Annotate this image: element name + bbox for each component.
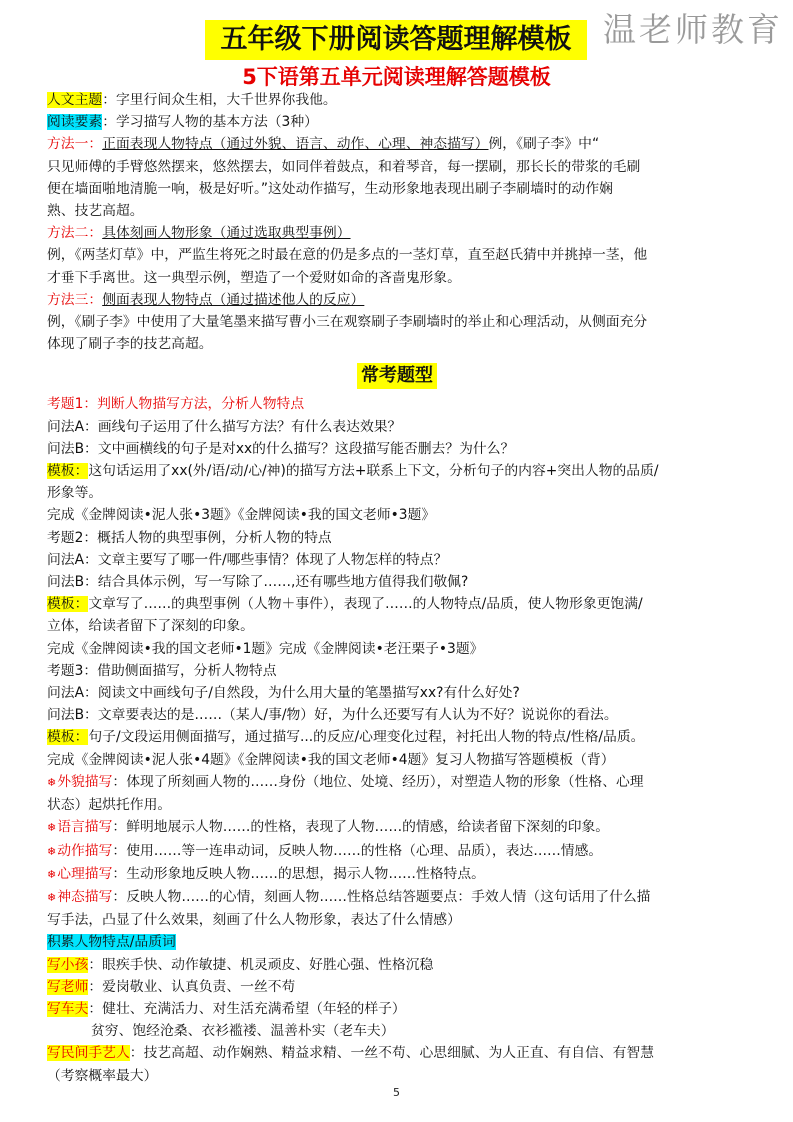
method2-line: 才垂下手离世。这一典型示例，塑造了一个爱财如命的吝啬鬼形象。 [47,269,461,286]
q2-template-label: 模板： [47,596,89,613]
method2-label: 方法二： [47,225,103,242]
trait-label: 写老师 [47,978,89,995]
technique-label: 外貌描写 [57,773,113,790]
method1-head [47,133,747,155]
snowflake-icon: ❄ [47,844,57,858]
technique-text: ：使用……等一连串动词，反映人物……的性格（心理、品质），表达……情感。 [112,842,603,859]
method3-line: 体现了刷子李的技艺高超。 [47,336,213,353]
q2-template-text: 文章写了……的典型事例（人物＋事件），表现了……的人物特点/品质，使人物形象更饱满/ [88,596,643,613]
technique-cont: 状态）起烘托作用。 [47,797,172,814]
method3-head [47,289,747,311]
technique-appearance [47,771,747,794]
method1-line: 只见师傅的手臂悠然摆来，悠然摆去，如同伴着鼓点，和着琴音，每一摆刷，那长长的带浆的毛刷 [47,158,641,175]
trait-label: 写民间手艺人 [47,1045,130,1062]
technique-text: ：鲜明地展示人物……的性格，表现了人物……的情感，给读者留下深刻的印象。 [112,819,610,836]
method3-underline: 侧面表现人物特点（通过描述他人的反应） [102,291,365,308]
q2-ask-a: 问法A：文章主要写了哪一件/哪些事情？体现了人物怎样的特点？ [47,551,448,568]
method1-line: 便在墙面啪地清脆一响，极是好听。”这处动作描写，生动形象地表现出刷子李刷墙时的动作娴 [47,180,613,197]
method2-underline: 具体刻画人物形象（通过选取典型事例） [102,225,351,242]
q1-template-label: 模板： [47,463,89,480]
method1-line: 熟、技艺高超。 [47,203,144,220]
snowflake-icon: ❄ [47,867,57,881]
q1-template-text: 这句话运用了xx(外/语/动/心/神)的描写方法+联系上下文，分析句子的内容+突出人物的品质/ [88,463,659,480]
method3-line: 例，《刷子李》中使用了大量笔墨来描写曹小三在观察刷子李刷墙时的举止和心理活动，从侧面充分 [47,314,648,331]
technique-action [47,840,747,863]
theme-label: 人文主题 [47,92,103,108]
section-heading-wrap [47,363,747,389]
technique-label: 语言描写 [57,819,113,836]
technique-label: 心理描写 [57,865,113,882]
technique-text: ：生动形象地反映人物……的思想，揭示人物……性格特点。 [112,865,485,882]
q2-title: 考题2：概括人物的典型事例，分析人物的特点 [47,529,332,546]
q3-template-label: 模板： [47,729,89,746]
q3-ask-b: 问法B：文章要表达的是……（某人/事/物）好，为什么还要写有人认为不好？说说你的看法。 [47,707,618,724]
method1-underline: 正面表现人物特点（通过外貌、语言、动作、心理、神态描写） [102,136,489,153]
q1-template [47,460,747,482]
q1-ask-b: 问法B：文中画横线的句子是对xx的什么描写？这段描写能否删去？为什么？ [47,440,515,457]
q2-complete: 完成《金牌阅读•我的国文老师•1题》完成《金牌阅读•老汪栗子•3题》 [47,640,484,657]
reading-key-text: ：学习描写人物的基本方法（3种） [102,114,318,131]
q1-template-cont: 形象等。 [47,485,103,502]
reading-key-label: 阅读要素 [47,114,103,131]
accumulate-heading [47,931,747,953]
section-heading: 常考题型 [357,363,437,389]
trait-text: ：眼疾手快、动作敏捷、机灵顽皮、好胜心强、性格沉稳 [88,956,434,973]
trait-label: 写车夫 [47,1000,89,1017]
q3-ask-a: 问法A：阅读文中画线句子/自然段，为什么用大量的笔墨描写xx?有什么好处? [47,685,520,702]
trait-text: ：健壮、充满活力、对生活充满希望（年轻的样子） [88,1000,406,1017]
technique-psychology [47,863,747,886]
reading-key-line [47,111,747,133]
technique-speech [47,816,747,839]
method1-line-0: 例，《刷子李》中“ [488,136,600,153]
technique-text: ：反映人物……的心情，刻画人物……性格总结答题要点：手效人情（这句话用了什么描 [112,888,651,905]
q1-complete: 完成《金牌阅读•泥人张•3题》《金牌阅读•我的国文老师•3题》 [47,507,436,524]
watermark: 温老师教育 [603,10,783,49]
q1-title: 考题1：判断人物描写方法，分析人物特点 [47,396,305,413]
q3-template-text: 句子/文段运用侧面描写，通过描写...的反应/心理变化过程，衬托出人物的特点/性格/品质。 [88,729,645,746]
q2-ask-b: 问法B：结合具体示例，写一写除了……,还有哪些地方值得我们敬佩? [47,574,469,591]
method2-head [47,222,747,244]
method2-line: 例，《两茎灯草》中，严监生将死之时最在意的仍是多点的一茎灯草，直至赵氏猜中并挑掉一茎，他 [47,247,648,264]
technique-expression [47,886,747,909]
technique-label: 神态描写 [57,888,113,905]
trait-driver-old: 贫穷、饱经沧桑、衣衫褴褛、温善朴实（老车夫） [91,1023,395,1040]
q1-ask-a: 问法A：画线句子运用了什么描写方法？有什么表达效果？ [47,418,402,435]
theme-text: ：字里行间众生相，大千世界你我他。 [102,92,337,108]
trait-text: ：爱岗敬业、认真负责、一丝不苟 [88,978,296,995]
trait-text: ：技艺高超、动作娴熟、精益求精、一丝不苟、心思细腻、为人正直、有自信、有智慧 [129,1045,655,1062]
snowflake-icon: ❄ [47,890,57,904]
q3-complete: 完成《金牌阅读•泥人张•4题》《金牌阅读•我的国文老师•4题》复习人物描写答题模板（背） [47,751,615,768]
q2-template [47,593,747,615]
page-number: 5 [393,1086,400,1099]
q3-template [47,726,747,748]
trait-artisan [47,1042,747,1064]
trait-teacher [47,976,747,998]
trait-child [47,954,747,976]
accumulate-title: 积累人物特点/品质词 [47,934,176,951]
snowflake-icon: ❄ [47,821,57,835]
trait-label: 写小孩 [47,956,89,973]
snowflake-icon: ❄ [47,775,57,789]
page-title: 五年级下册阅读答题理解模板 [205,20,587,60]
technique-cont: 写手法，凸显了什么效果，刻画了什么人物形象，表达了什么情感） [47,912,461,929]
method3-label: 方法三： [47,291,103,308]
q3-title: 考题3：借助侧面描写，分析人物特点 [47,662,277,679]
q2-template-cont: 立体，给读者留下了深刻的印象。 [47,618,254,635]
technique-label: 动作描写 [57,842,113,859]
trait-note: （考察概率最大） [47,1067,158,1084]
page-subtitle: 5下语第五单元阅读理解答题模板 [242,65,551,89]
technique-text: ：体现了所刻画人物的……身份（地位、处境、经历），对塑造人物的形象（性格、心理 [112,773,644,790]
theme-line [47,89,747,111]
trait-driver [47,998,747,1020]
method1-label: 方法一： [47,136,103,153]
content-body [47,89,747,1087]
